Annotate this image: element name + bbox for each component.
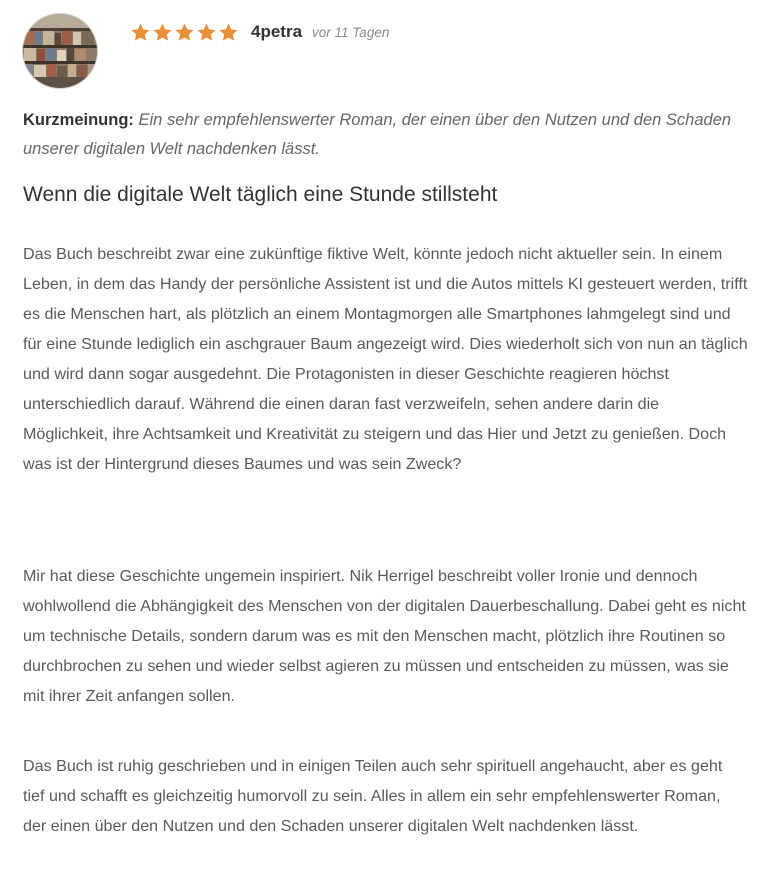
- bookshelf-photo-icon: [23, 14, 98, 89]
- star-icon: [174, 22, 195, 43]
- review-paragraph: Das Buch beschreibt zwar eine zukünftige fiktive Welt, könnte jedoch nicht aktueller sein. In einem Leben, in dem das Handy der persönliche Assistent ist und die Autos mittels KI gesteuert werden, trifft es die Menschen hart, als plötzlich an einem Montagmorgen alle Smartphones lahmgelegt sind und für eine Stunde lediglich ein aschgrauer Baum angezeigt wird. Dies wiederholt sich von nun an täglich und wird dann sogar ausgedehnt. Die Protagonisten in dieser Geschichte reagieren höchst unterschiedlich darauf. Während die einen daran fast verzweifeln, sehen andere darin die Möglichkeit, ihre Achtsamkeit und Kreativität zu steigern und das Hier und Jetzt zu genießen. Doch was ist der Hintergrund dieses Baumes und was sein Zweck?: [23, 245, 748, 473]
- star-icon: [218, 22, 239, 43]
- summary-text: Ein sehr empfehlenswerter Roman, der einen über den Nutzen und den Schaden unserer digitalen Welt nachdenken lässt.: [23, 111, 732, 158]
- summary-label: Kurzmeinung:: [23, 111, 134, 129]
- review-paragraph: Mir hat diese Geschichte ungemein inspiriert. Nik Herrigel beschreibt voller Ironie und dennoch wohlwollend die Abhängigkeit des Menschen von der digitalen Dauerbeschallung. Dabei geht es nicht um technische Details, sondern darum was es mit den Menschen macht, plötzlich ihre Routinen so durchbrochen zu sehen und wieder selbst agieren zu müssen und entscheiden zu müssen, was sie mit ihrer Zeit anfangen sollen.: [23, 567, 746, 705]
- review-meta: [130, 18, 389, 46]
- review-paragraph: Das Buch ist ruhig geschrieben und in einigen Teilen auch sehr spirituell angehaucht, aber es geht tief und schafft es gleichzeitig humorvoll zu sein. Alles in allem ein sehr empfehlenswerter Roman, der einen über den Nutzen und den Schaden unserer digitalen Welt nachdenken lässt.: [23, 757, 723, 835]
- review-summary: [23, 106, 743, 164]
- review-headline: Wenn die digitale Welt täglich eine Stunde stillsteht: [23, 183, 498, 206]
- review-date: vor 11 Tagen: [312, 24, 390, 40]
- star-icon: [152, 22, 173, 43]
- author-name[interactable]: 4petra: [251, 22, 303, 41]
- rating-stars: [130, 22, 239, 43]
- star-icon: [196, 22, 217, 43]
- star-icon: [130, 22, 151, 43]
- user-avatar[interactable]: [22, 13, 98, 89]
